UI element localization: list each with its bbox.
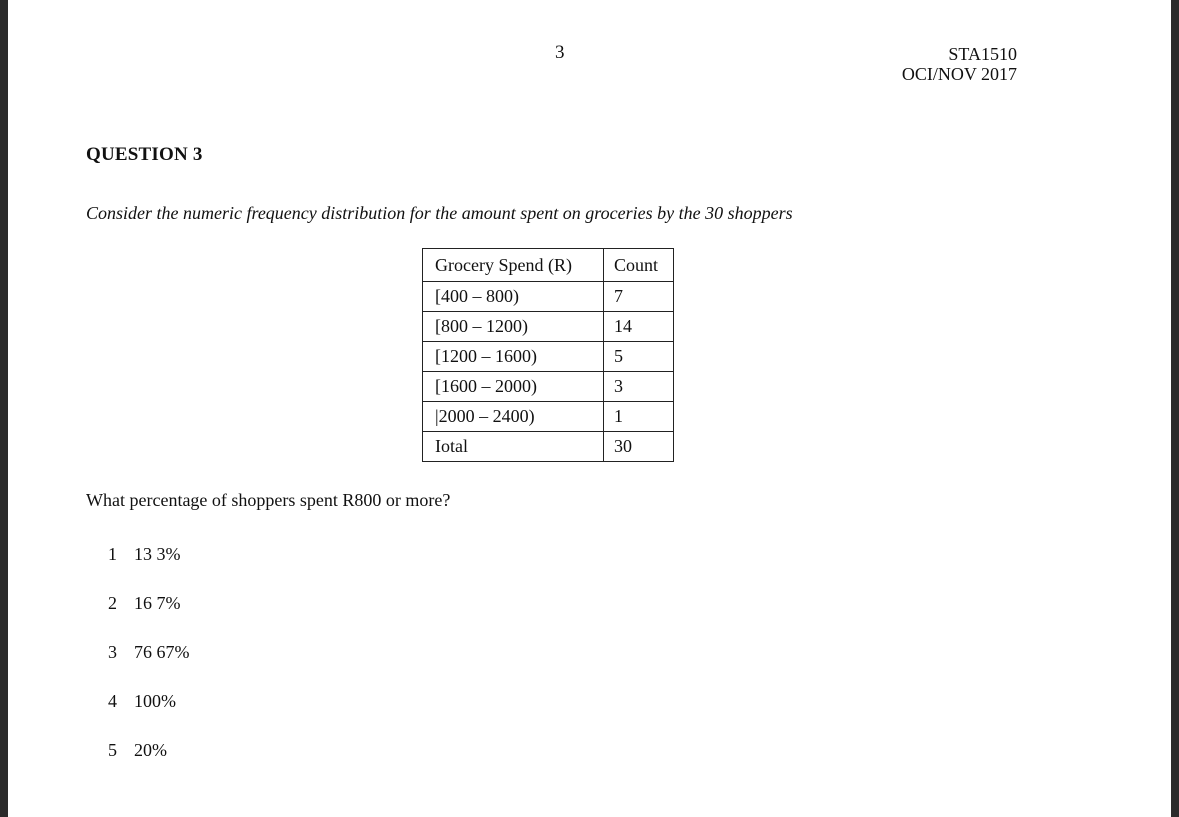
- answer-option[interactable]: [108, 737, 190, 786]
- document-page: [8, 0, 1171, 817]
- frequency-table: [422, 248, 674, 462]
- option-text: 13 3%: [134, 544, 181, 564]
- option-text: 16 7%: [134, 593, 181, 613]
- table-row: [423, 372, 674, 402]
- spend-cell: |2000 – 2400): [423, 402, 604, 432]
- course-code: STA1510: [948, 44, 1017, 64]
- total-label-cell: Iotal: [423, 432, 604, 462]
- table-row: [423, 282, 674, 312]
- count-cell: 5: [604, 342, 674, 372]
- table-row: [423, 402, 674, 432]
- count-cell: 7: [604, 282, 674, 312]
- viewer-edge: [1171, 0, 1179, 817]
- page-number: 3: [555, 42, 565, 63]
- question-prompt: What percentage of shoppers spent R800 or more?: [86, 490, 451, 510]
- spend-cell: [1200 – 1600): [423, 342, 604, 372]
- option-number: 5: [108, 740, 117, 760]
- option-text: 20%: [134, 740, 167, 760]
- answer-option[interactable]: [108, 590, 190, 639]
- header-count: Count: [604, 249, 674, 282]
- table-row: [423, 312, 674, 342]
- count-cell: 3: [604, 372, 674, 402]
- header-grocery-spend: Grocery Spend (R): [423, 249, 604, 282]
- exam-session: OCI/NOV 2017: [901, 64, 1017, 84]
- spend-cell: [800 – 1200): [423, 312, 604, 342]
- spend-cell: [1600 – 2000): [423, 372, 604, 402]
- option-number: 1: [108, 544, 117, 564]
- table-header-row: [423, 249, 674, 282]
- question-title: QUESTION 3: [86, 144, 203, 165]
- count-cell: 1: [604, 402, 674, 432]
- table-row: [423, 342, 674, 372]
- question-intro: Consider the numeric frequency distribution for the amount spent on groceries by the 30 shoppers: [86, 203, 793, 223]
- option-number: 3: [108, 642, 117, 662]
- header-right: [902, 44, 1017, 84]
- option-text: 100%: [134, 691, 176, 711]
- option-number: 4: [108, 691, 117, 711]
- table-total-row: [423, 432, 674, 462]
- answer-option[interactable]: [108, 541, 190, 590]
- option-number: 2: [108, 593, 117, 613]
- spend-cell: [400 – 800): [423, 282, 604, 312]
- count-cell: 14: [604, 312, 674, 342]
- total-count-cell: 30: [604, 432, 674, 462]
- answer-option[interactable]: [108, 688, 190, 737]
- answer-options: [108, 541, 190, 786]
- answer-option[interactable]: [108, 639, 190, 688]
- option-text: 76 67%: [134, 642, 190, 662]
